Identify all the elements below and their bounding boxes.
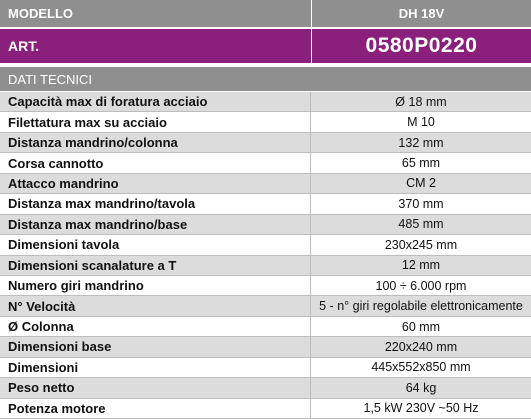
spec-row — [0, 256, 531, 276]
spec-value: 64 kg — [311, 378, 531, 397]
spec-value: CM 2 — [311, 174, 531, 193]
spec-value: 60 mm — [311, 317, 531, 336]
spec-value: 65 mm — [311, 153, 531, 172]
spec-value: 230x245 mm — [311, 235, 531, 254]
spec-value: 485 mm — [311, 215, 531, 234]
spec-row — [0, 378, 531, 398]
spec-label: Corsa cannotto — [0, 153, 311, 172]
spec-label: Peso netto — [0, 378, 311, 397]
spec-row — [0, 92, 531, 112]
spec-label: Dimensioni scanalature a T — [0, 256, 311, 275]
spec-row — [0, 215, 531, 235]
spec-row — [0, 194, 531, 214]
spec-value: 132 mm — [311, 133, 531, 152]
spec-row — [0, 276, 531, 296]
spec-label: Dimensioni tavola — [0, 235, 311, 254]
spec-row — [0, 358, 531, 378]
spec-row — [0, 235, 531, 255]
section-title: DATI TECNICI — [0, 67, 531, 91]
spec-value: 445x552x850 mm — [311, 358, 531, 377]
spec-value: Ø 18 mm — [311, 92, 531, 111]
spec-label: Filettatura max su acciaio — [0, 112, 311, 131]
spec-label: Distanza mandrino/colonna — [0, 133, 311, 152]
spec-label: Dimensioni — [0, 358, 311, 377]
model-label: MODELLO — [0, 0, 311, 27]
spec-label: Distanza max mandrino/base — [0, 215, 311, 234]
spec-label: Dimensioni base — [0, 337, 311, 356]
spec-label: Ø Colonna — [0, 317, 311, 336]
spec-row — [0, 399, 531, 419]
spec-row — [0, 317, 531, 337]
spec-row — [0, 296, 531, 316]
model-value: DH 18V — [311, 0, 531, 27]
article-row — [0, 29, 531, 63]
spec-row — [0, 174, 531, 194]
spec-row — [0, 337, 531, 357]
spec-row — [0, 133, 531, 153]
spec-label: Numero giri mandrino — [0, 276, 311, 295]
model-row — [0, 0, 531, 27]
spec-value: 370 mm — [311, 194, 531, 213]
spec-label: Distanza max mandrino/tavola — [0, 194, 311, 213]
spec-label: Potenza motore — [0, 399, 311, 418]
spec-value: 100 ÷ 6.000 rpm — [311, 276, 531, 295]
spec-label: Capacità max di foratura acciaio — [0, 92, 311, 111]
spec-row — [0, 153, 531, 173]
spec-value: 1,5 kW 230V ~50 Hz — [311, 399, 531, 418]
spec-value: 220x240 mm — [311, 337, 531, 356]
spec-label: N° Velocità — [0, 296, 311, 315]
article-number: 0580P0220 — [311, 29, 531, 63]
article-label: ART. — [0, 29, 311, 63]
spec-value: 5 - n° giri regolabile elettronicamente — [311, 296, 531, 315]
spec-row — [0, 112, 531, 132]
spec-value: 12 mm — [311, 256, 531, 275]
spec-value: M 10 — [311, 112, 531, 131]
spec-label: Attacco mandrino — [0, 174, 311, 193]
spec-table — [0, 92, 531, 419]
